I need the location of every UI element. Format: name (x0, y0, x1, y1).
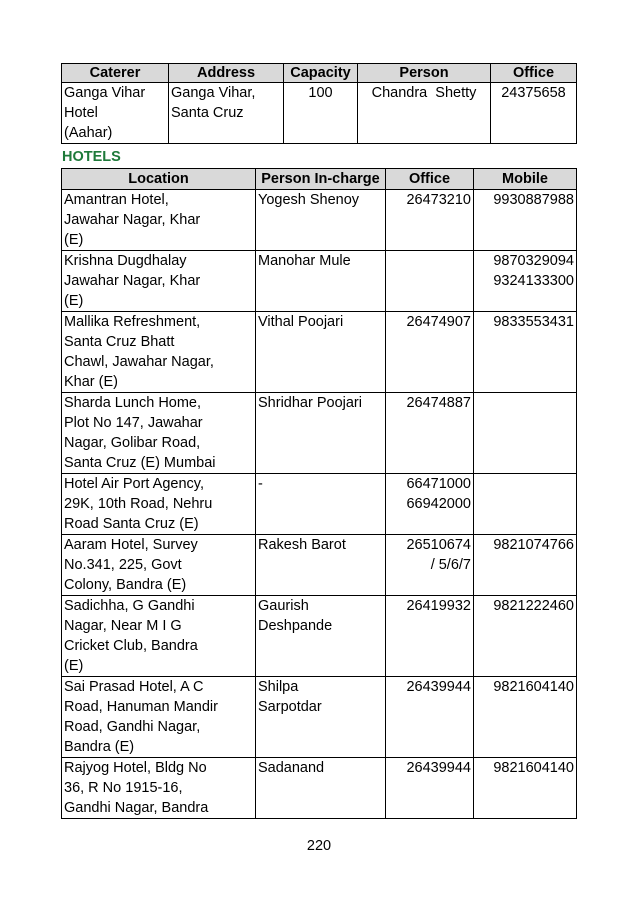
hotel-mobile (474, 474, 577, 535)
caterer-capacity: 100 (284, 83, 358, 144)
page-number: 220 (306, 838, 332, 854)
hotel-office: 26473210 (386, 190, 474, 251)
hotel-mobile: 9870329094 9324133300 (474, 251, 577, 312)
table-row (62, 190, 577, 251)
hotel-office: 26474887 (386, 393, 474, 474)
hotel-office (386, 251, 474, 312)
header-caterer: Caterer (62, 64, 169, 83)
hotel-office: 26474907 (386, 312, 474, 393)
table-row (62, 393, 577, 474)
caterer-table (61, 63, 577, 144)
hotel-location: Aaram Hotel, Survey No.341, 225, Govt Colony, Bandra (E) (62, 535, 256, 596)
hotel-mobile: 9930887988 (474, 190, 577, 251)
header-person-incharge: Person In-charge (256, 169, 386, 190)
hotel-mobile: 9821604140 (474, 677, 577, 758)
header-person: Person (358, 64, 491, 83)
table-row (62, 677, 577, 758)
table-row (62, 312, 577, 393)
hotel-mobile: 9821222460 (474, 596, 577, 677)
hotel-person-incharge: Shridhar Poojari (256, 393, 386, 474)
hotel-person-incharge: Manohar Mule (256, 251, 386, 312)
hotel-office: 66471000 66942000 (386, 474, 474, 535)
header-address: Address (169, 64, 284, 83)
table-row (62, 596, 577, 677)
hotels-header-row (62, 169, 577, 190)
hotel-location: Amantran Hotel, Jawahar Nagar, Khar (E) (62, 190, 256, 251)
hotel-location: Sharda Lunch Home, Plot No 147, Jawahar Nagar, Golibar Road, Santa Cruz (E) Mumbai (62, 393, 256, 474)
caterer-office: 24375658 (491, 83, 577, 144)
hotel-person-incharge: Shilpa Sarpotdar (256, 677, 386, 758)
header-office: Office (491, 64, 577, 83)
table-row (62, 251, 577, 312)
hotel-location: Rajyog Hotel, Bldg No 36, R No 1915-16, Gandhi Nagar, Bandra (62, 758, 256, 819)
caterer-header-row (62, 64, 577, 83)
header-mobile: Mobile (474, 169, 577, 190)
caterer-person: Chandra Shetty (358, 83, 491, 144)
hotel-location: Hotel Air Port Agency, 29K, 10th Road, Nehru Road Santa Cruz (E) (62, 474, 256, 535)
hotel-mobile: 9833553431 (474, 312, 577, 393)
hotel-location: Sai Prasad Hotel, A C Road, Hanuman Mandir Road, Gandhi Nagar, Bandra (E) (62, 677, 256, 758)
hotel-person-incharge: Yogesh Shenoy (256, 190, 386, 251)
hotel-person-incharge: Vithal Poojari (256, 312, 386, 393)
hotel-location: Mallika Refreshment, Santa Cruz Bhatt Chawl, Jawahar Nagar, Khar (E) (62, 312, 256, 393)
header-location: Location (62, 169, 256, 190)
hotel-mobile: 9821604140 (474, 758, 577, 819)
hotel-location: Krishna Dugdhalay Jawahar Nagar, Khar (E) (62, 251, 256, 312)
hotel-office: 26439944 (386, 758, 474, 819)
section-title-hotels: HOTELS (62, 149, 121, 165)
hotel-person-incharge: Gaurish Deshpande (256, 596, 386, 677)
caterer-row (62, 83, 577, 144)
table-row (62, 535, 577, 596)
caterer-name: Ganga Vihar Hotel (Aahar) (62, 83, 169, 144)
table-row (62, 758, 577, 819)
hotels-table (61, 168, 577, 819)
hotel-office: 26439944 (386, 677, 474, 758)
header-capacity: Capacity (284, 64, 358, 83)
hotel-person-incharge: Sadanand (256, 758, 386, 819)
hotel-office: 26510674 / 5/6/7 (386, 535, 474, 596)
hotel-location: Sadichha, G Gandhi Nagar, Near M I G Cricket Club, Bandra (E) (62, 596, 256, 677)
hotel-office: 26419932 (386, 596, 474, 677)
caterer-address: Ganga Vihar, Santa Cruz (169, 83, 284, 144)
hotel-person-incharge: Rakesh Barot (256, 535, 386, 596)
hotel-person-incharge: - (256, 474, 386, 535)
header-office: Office (386, 169, 474, 190)
hotel-mobile: 9821074766 (474, 535, 577, 596)
table-row (62, 474, 577, 535)
hotel-mobile (474, 393, 577, 474)
